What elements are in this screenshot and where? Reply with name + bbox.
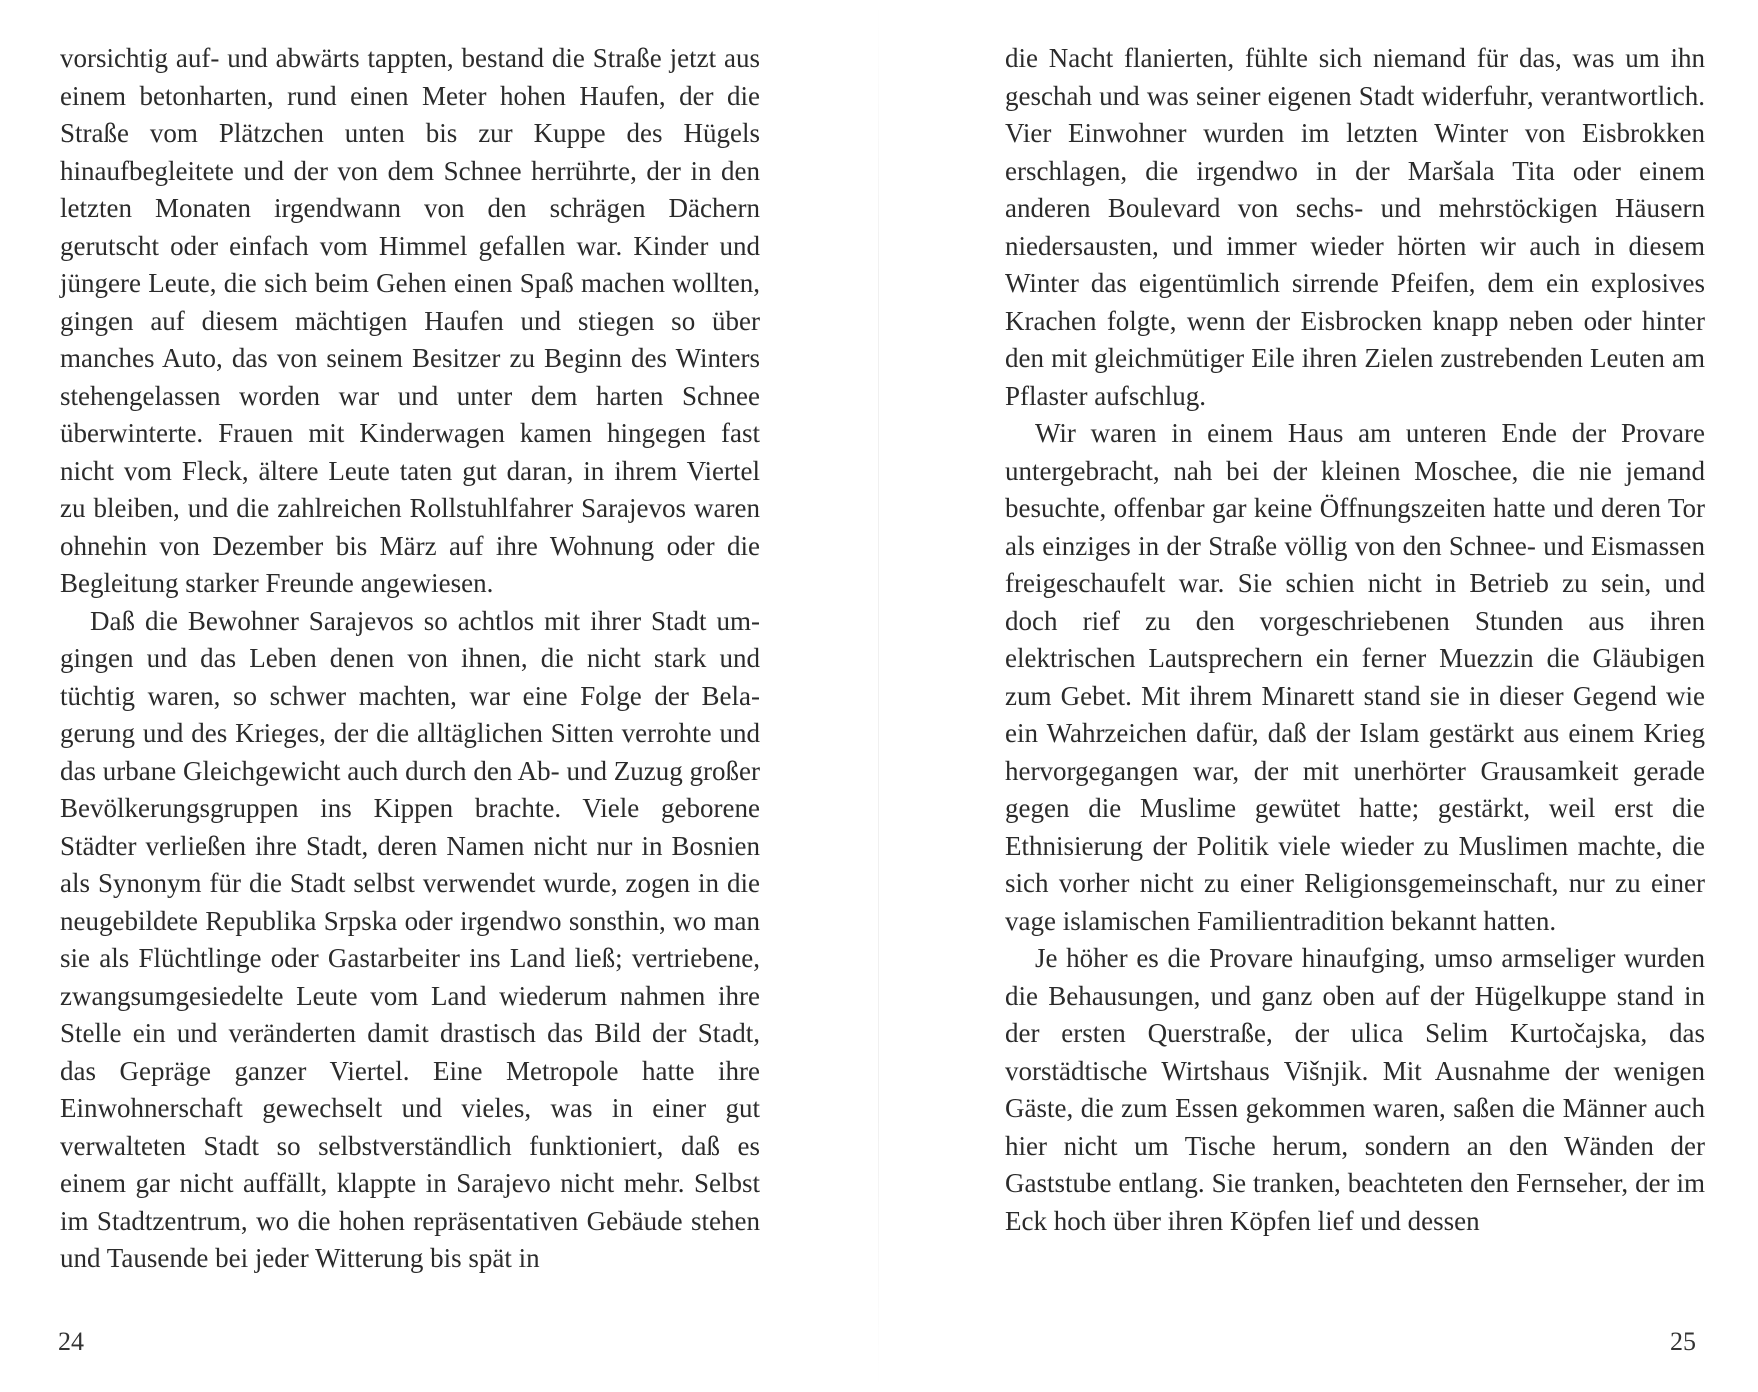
paragraph: vorsichtig auf- und abwärts tappten, bestand die Straße jetzt aus einem betonharten, rund einen Meter hohen Haufen, der die Straße vom Plätzchen unten bis zur Kuppe des Hügels hinaufbegleitete und der von dem Schnee herrührte, der in den letzten Monaten irgendwann von den schrägen Dächern gerutscht oder einfach vom Himmel gefallen war. Kinder und jüngere Leute, die sich beim Gehen einen Spaß machen wollten, gingen auf diesem mächtigen Haufen und stiegen so über manches Auto, das von seinem Besitzer zu Beginn des Winters stehengelassen worden war und unter dem harten Schnee überwinterte. Frauen mit Kinderwagen kamen hingegen fast nicht vom Fleck, ältere Leute taten gut daran, in ihrem Viertel zu bleiben, und die zahlreichen Rollstuhlfahrer Sarajevos waren ohnehin von Dezember bis März auf ihre Wohnung oder die Begleitung starker Freunde angewiesen. bbox=[60, 43, 760, 598]
paragraph: Daß die Bewohner Sarajevos so achtlos mit ihrer Stadt umgingen und das Leben denen von ihnen, die nicht stark und tüchtig waren, so schwer machten, war eine Folge der Belagerung und des Krieges, der die alltäglichen Sitten verrohte und das urbane Gleichgewicht auch durch den Ab- und Zuzug großer Bevölkerungsgruppen ins Kippen brachte. Viele geborene Städter verließen ihre Stadt, deren Namen nicht nur in Bosnien als Synonym für die Stadt selbst verwendet wurde, zogen in die neugebildete Republika Srpska oder irgendwo sonsthin, wo man sie als Flüchtlinge oder Gastarbeiter ins Land ließ; vertriebene, zwangsumgesiedelte Leute vom Land wiederum nahmen ihre Stelle ein und veränderten damit drastisch das Bild der Stadt, das Gepräge ganzer Viertel. Eine Metropole hatte ihre Einwohnerschaft gewechselt und vieles, was in einer gut verwalteten Stadt so selbstverständlich funktioniert, daß es einem gar nicht auffällt, klappte in Sarajevo nicht mehr. Selbst im Stadtzentrum, wo die hohen repräsentativen Gebäude stehen und Tausende bei jeder Witterung bis spät in bbox=[60, 605, 760, 1273]
page-gutter bbox=[878, 0, 879, 1392]
paragraph: Je höher es die Provare hinaufging, umso armseliger wurden die Behausungen, und ganz oben auf der Hügelkuppe stand in der ersten Querstraße, der ulica Selim Kurtočajska, das vorstädtische Wirtshaus Višnjik. Mit Ausnahme der wenigen Gäste, die zum Essen gekommen waren, saßen die Männer auch hier nicht um Tische herum, sondern an den Wänden der Gaststube entlang. Sie tranken, beachteten den Fernseher, der im Eck hoch über ihren Köpfen lief und dessen bbox=[1005, 943, 1705, 1236]
page-number-right: 25 bbox=[1670, 1327, 1696, 1356]
page-number-left: 24 bbox=[58, 1327, 84, 1356]
right-page bbox=[1005, 40, 1705, 1240]
left-page bbox=[60, 40, 760, 1278]
paragraph: die Nacht flanierten, fühlte sich niemand für das, was um ihn geschah und was seiner eigenen Stadt widerfuhr, verantwortlich. Vier Einwohner wurden im letzten Winter von Eisbrokken erschlagen, die irgendwo in der Maršala Tita oder einem anderen Boulevard von sechs- und mehrstöckigen Häusern niedersausten, und immer wieder hörten wir auch in diesem Winter das eigentümlich sirrende Pfeifen, dem ein explosives Krachen folgte, wenn der Eisbrocken knapp neben oder hinter den mit gleichmütiger Eile ihren Zielen zustrebenden Leuten am Pflaster aufschlug. bbox=[1005, 43, 1705, 411]
paragraph: Wir waren in einem Haus am unteren Ende der Provare untergebracht, nah bei der kleinen Moschee, die nie jemand besuchte, offenbar gar keine Öffnungszeiten hatte und deren Tor als einziges in der Straße völlig von den Schnee- und Eismassen freigeschaufelt war. Sie schien nicht in Betrieb zu sein, und doch rief zu den vorgeschriebenen Stunden aus ihren elektrischen Lautsprechern ein ferner Muezzin die Gläubigen zum Gebet. Mit ihrem Minarett stand sie in dieser Gegend wie ein Wahrzeichen dafür, daß der Islam gestärkt aus einem Krieg hervorgegangen war, der mit unerhörter Grausamkeit gerade gegen die Muslime gewütet hatte; gestärkt, weil erst die Ethnisierung der Politik viele wieder zu Muslimen machte, die sich vorher nicht zu einer Religionsgemeinschaft, nur zu einer vage islamischen Familientradition bekannt hatten. bbox=[1005, 418, 1705, 936]
